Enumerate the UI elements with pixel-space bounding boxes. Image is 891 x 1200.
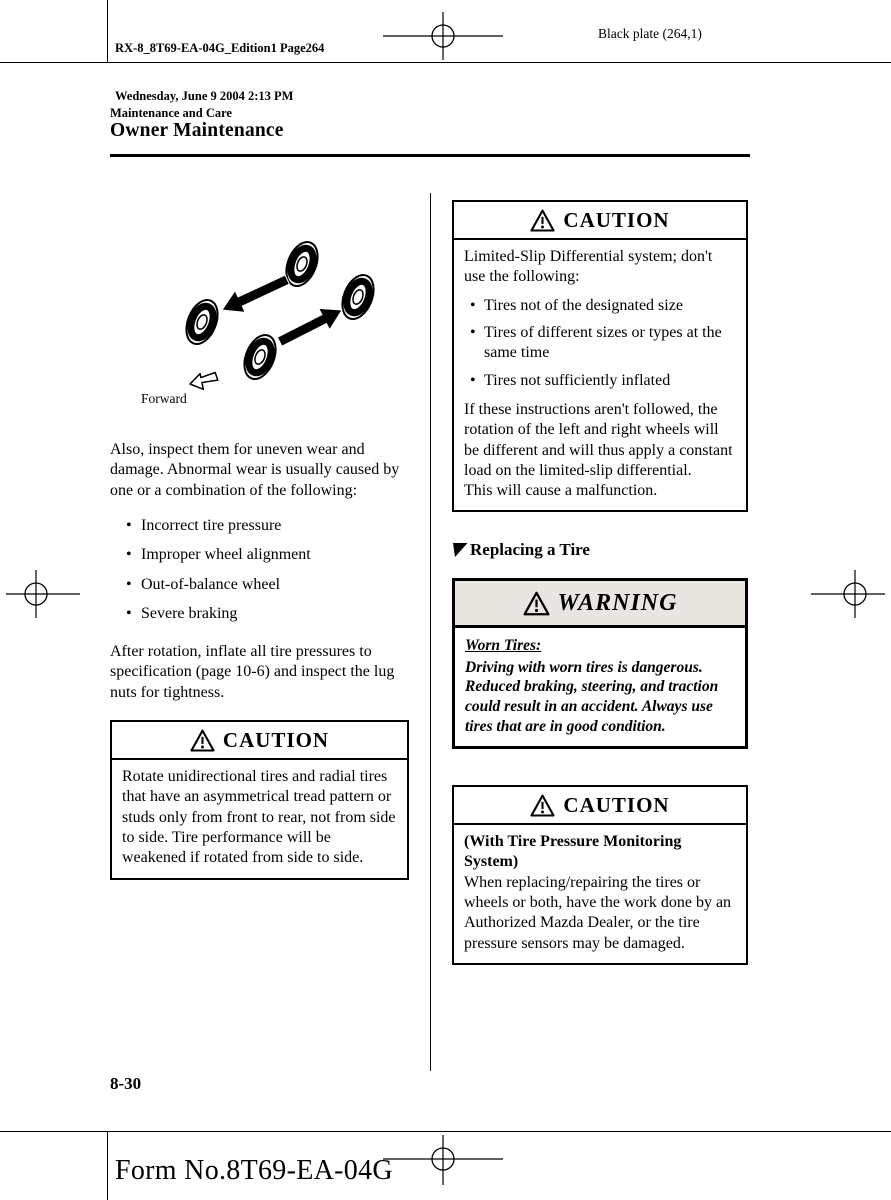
caution-title: CAUTION bbox=[222, 728, 330, 752]
warning-body bbox=[455, 628, 745, 746]
page-title: Owner Maintenance bbox=[110, 120, 284, 141]
list-item: • Severe braking bbox=[124, 604, 311, 624]
list-item: • Tires not sufficiently inflated bbox=[464, 371, 736, 391]
registration-mark-bottom-icon bbox=[383, 1135, 503, 1185]
caution-outro-2: This will cause a malfunction. bbox=[464, 482, 658, 500]
section-marker-icon bbox=[452, 542, 468, 558]
section-heading-replacing-a-tire bbox=[452, 540, 590, 560]
rotation-arrow-icon bbox=[274, 299, 347, 352]
registration-mark-top-icon bbox=[383, 12, 503, 60]
section-kicker: Maintenance and Care bbox=[110, 106, 232, 120]
caution-body bbox=[112, 760, 407, 878]
forward-label: Forward bbox=[141, 391, 187, 406]
registration-mark-right-icon bbox=[807, 570, 891, 618]
page-number: 8-30 bbox=[110, 1074, 142, 1093]
caution-subject: (With Tire Pressure Monitoring System) bbox=[464, 833, 682, 871]
list-item: • Tires of different sizes or types at the same time bbox=[464, 323, 736, 364]
caution-text: Rotate unidirectional tires and radial tires that have an asymmetrical tread pattern or studs only from front to rear, not from side to side. Tire performance will be weakened if rotated from side to side. bbox=[122, 768, 396, 867]
list-item: • Improper wheel alignment bbox=[124, 545, 311, 565]
list-item: • Out-of-balance wheel bbox=[124, 575, 311, 595]
title-rule bbox=[110, 154, 750, 157]
warning-header bbox=[455, 581, 745, 628]
header-divider bbox=[107, 0, 108, 62]
print-date-line: Wednesday, June 9 2004 2:13 PM bbox=[115, 89, 294, 104]
caution-title: CAUTION bbox=[563, 793, 670, 817]
warning-subject: Worn Tires: bbox=[465, 637, 542, 654]
caution-header bbox=[454, 202, 746, 240]
tire-icon bbox=[336, 270, 379, 323]
footer-divider bbox=[107, 1131, 108, 1200]
column-divider bbox=[430, 193, 431, 1071]
list-item: • Tires not of the designated size bbox=[464, 296, 736, 316]
caution-box-lsd bbox=[452, 200, 748, 512]
caution-text: When replacing/repairing the tires or wheels or both, have the work done by an Authorized Mazda Dealer, or the tire pressure sensors may be damaged. bbox=[464, 873, 732, 952]
caution-body bbox=[454, 240, 746, 510]
top-rule bbox=[0, 62, 891, 63]
caution-outro: If these instructions aren't followed, the rotation of the left and right wheels will be different and will thus apply a constant load on the limited-slip differential. bbox=[464, 400, 733, 479]
inspection-intro-paragraph: Also, inspect them for uneven wear and damage. Abnormal wear is usually caused by one or a combination of the following: bbox=[110, 441, 400, 499]
warning-text: Driving with worn tires is dangerous. Reduced braking, steering, and traction could result in an accident. Always use tires that are in good condition. bbox=[465, 658, 719, 735]
list-item: • Incorrect tire pressure bbox=[124, 516, 311, 536]
warning-title: WARNING bbox=[557, 590, 678, 616]
tire-icon bbox=[180, 295, 223, 348]
rotation-arrow-icon bbox=[217, 269, 292, 321]
warning-triangle-icon bbox=[190, 729, 215, 752]
plate-label: Black plate (264,1) bbox=[598, 26, 702, 41]
lsd-restrictions-list bbox=[464, 296, 736, 391]
caution-box-rotation bbox=[110, 720, 409, 880]
caution-intro: Limited-Slip Differential system; don't use the following: bbox=[464, 248, 713, 286]
warning-triangle-icon bbox=[530, 209, 555, 232]
caution-title: CAUTION bbox=[563, 208, 670, 232]
tire-icon bbox=[238, 330, 281, 383]
forward-arrow-icon bbox=[188, 370, 219, 391]
tire-rotation-diagram bbox=[130, 222, 420, 412]
section-heading-label: Replacing a Tire bbox=[470, 540, 590, 559]
warning-triangle-icon bbox=[523, 591, 550, 616]
caution-header bbox=[112, 722, 407, 760]
caution-header bbox=[454, 787, 746, 825]
form-number: Form No.8T69-EA-04G bbox=[115, 1155, 393, 1186]
warning-triangle-icon bbox=[530, 794, 555, 817]
warning-box-worn-tires bbox=[452, 578, 748, 749]
wear-causes-list bbox=[124, 516, 311, 633]
caution-body bbox=[454, 825, 746, 963]
print-file-line: RX-8_8T69-EA-04G_Edition1 Page264 bbox=[115, 40, 325, 55]
bottom-rule bbox=[0, 1131, 891, 1132]
caution-box-tpms bbox=[452, 785, 748, 965]
after-rotation-paragraph: After rotation, inflate all tire pressures to specification (page 10-6) and inspect the lug nuts for tightness. bbox=[110, 643, 395, 701]
registration-mark-left-icon bbox=[0, 570, 84, 618]
